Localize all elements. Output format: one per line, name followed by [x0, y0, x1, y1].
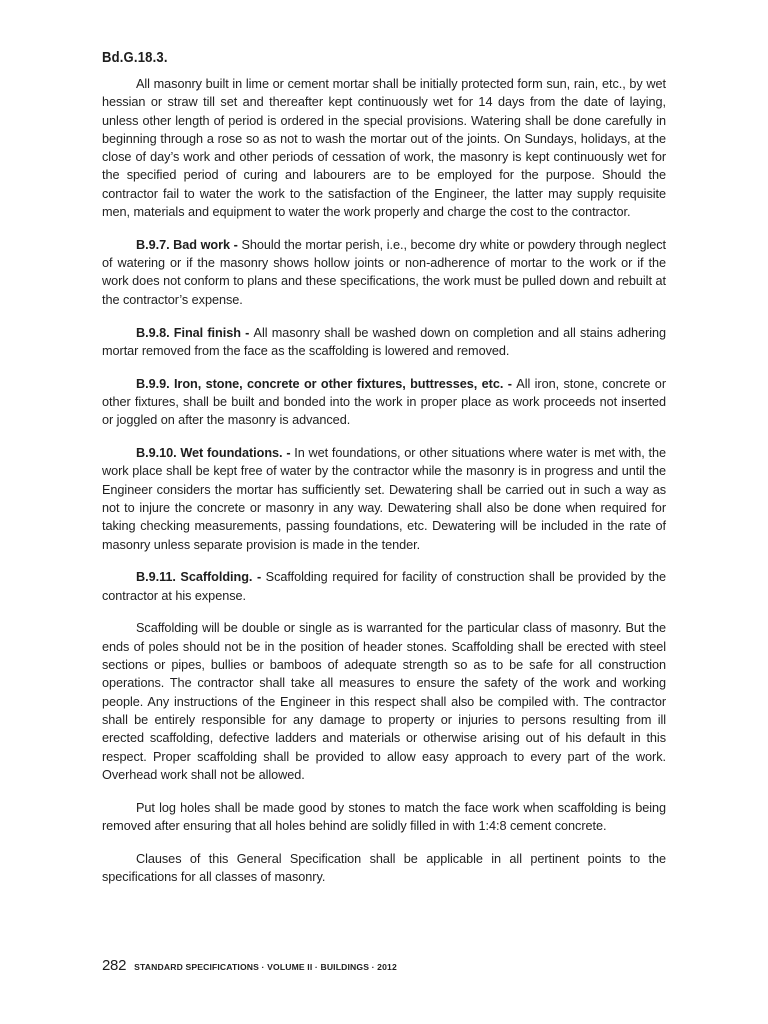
paragraph-scaffolding	[102, 568, 666, 605]
paragraph-text: Clauses of this General Specification shall be applicable in all pertinent points to the specifications for all classes of masonry.	[102, 851, 666, 884]
paragraph-text: Should the mortar perish, i.e., become dry white or powdery through neglect of watering or if the masonry shows hollow joints or non-adherence of mortar to the work or if the work does not conform to plans and these specifications, the work must be pulled down and rebuilt at the contractor’s expense.	[102, 237, 666, 307]
paragraph-lead: B.9.10. Wet foundations. -	[136, 446, 295, 461]
paragraph-text: In wet foundations, or other situations where water is met with, the work place shall be kept free of water by the contractor while the masonry is in progress and until the Engineer considers the mortar has sufficiently set. Dewatering shall be carried out in such a way as not to injure the concrete or masonry in any way. Dewatering shall also be done when required for taking checking measurements, passing foundations, etc. Dewatering will be included in the rate of masonry unless separate provision is made in the tender.	[102, 446, 666, 552]
page-number: 282	[102, 957, 127, 974]
paragraph-text: Scaffolding will be double or single as is warranted for the particular class of masonry. But the ends of poles should not be in the position of header stones. Scaffolding shall be erected with steel sections or pipes, bullies or bamboos of adequate strength so as to be safe for all construction operations. The contractor shall take all measures to ensure the safety of the work and working people. Any instructions of the Engineer in this respect shall also be compiled with. The contractor shall be entirely responsible for any damage to property or injuries to persons resulting from ill erected scaffolding, defective ladders and materials or otherwise arising out of his default in this respect. Proper scaffolding shall be provided to allow easy approach to every part of the work. Overhead work shall not be allowed.	[102, 621, 666, 782]
page-footer	[102, 957, 397, 974]
paragraph-lead: B.9.8. Final finish -	[136, 325, 254, 340]
paragraph-scaffolding-details	[102, 619, 666, 784]
paragraph-text: Scaffolding required for facility of construction shall be provided by the contractor at his expense.	[102, 570, 666, 603]
running-title: STANDARD SPECIFICATIONS · VOLUME II · BUILDINGS · 2012	[134, 962, 397, 972]
document-body	[102, 75, 666, 901]
paragraph-bad-work	[102, 236, 666, 309]
paragraph-text: All masonry shall be washed down on completion and all stains adhering mortar removed from the face as the scaffolding is lowered and removed.	[102, 325, 667, 358]
paragraph-lead: B.9.7. Bad work -	[136, 237, 242, 252]
paragraph-text: All iron, stone, concrete or other fixtures, shall be built and bonded into the work in proper place as work proceeds not inserted or joggled on after the masonry is advanced.	[102, 376, 666, 428]
paragraph-final-finish	[102, 324, 666, 361]
paragraph-lead: B.9.11. Scaffolding. -	[136, 570, 266, 585]
paragraph-general-clauses	[102, 850, 666, 887]
paragraph-lead: B.9.9. Iron, stone, concrete or other fixtures, buttresses, etc. -	[136, 376, 517, 391]
paragraph-wet-foundations	[102, 444, 666, 554]
paragraph-fixtures	[102, 375, 666, 430]
paragraph-curing	[102, 75, 666, 221]
paragraph-text: All masonry built in lime or cement mortar shall be initially protected form sun, rain, etc., by wet hessian or straw till set and thereafter kept continuously wet for 14 days from the date of laying, unless other length of period is ordered in the special provisions. Watering shall be done carefully in beginning through a rose so as not to wash the mortar out of the joints. On Sundays, holidays, at the close of day’s work and other periods of cessation of work, the masonry is kept continuously wet for the specified period of curing and labourers are to be employed for the purpose. Should the contractor fail to water the work to the satisfaction of the Engineer, the latter may supply requisite men, materials and equipment to water the work properly and charge the cost to the contractor.	[102, 77, 666, 220]
paragraph-log-holes	[102, 799, 666, 836]
paragraph-text: Put log holes shall be made good by stones to match the face work when scaffolding is being removed after ensuring that all holes behind are solidly filled in with 1:4:8 cement concrete.	[102, 800, 666, 833]
section-heading: Bd.G.18.3.	[102, 50, 168, 66]
